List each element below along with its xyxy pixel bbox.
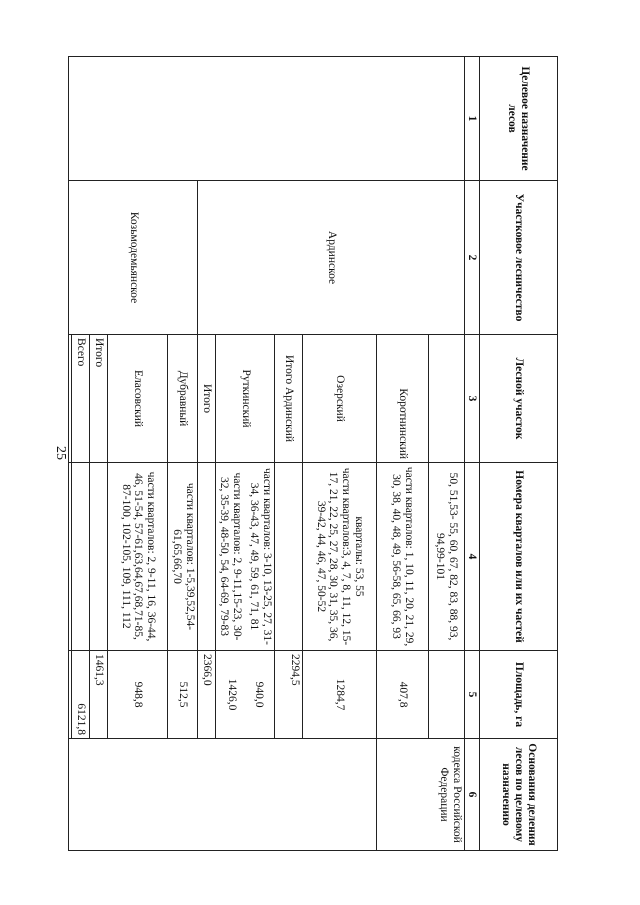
column-number-row	[465, 57, 480, 851]
section-cell-empty	[429, 335, 465, 463]
quarters-empty	[198, 463, 216, 651]
header-area: Площадь, га	[480, 651, 558, 739]
quarters-dubravny: части кварталов: 1-5,39,52,54-61,65,66,70	[168, 463, 198, 651]
col-number-1: 1	[465, 57, 480, 181]
table-rotation-wrapper	[75, 56, 558, 850]
header-purpose: Целевое назначение лесов	[480, 57, 558, 181]
area-ozersky: 1284,7	[303, 651, 377, 739]
area-cell-empty	[429, 651, 465, 739]
quarters-ardinsky	[216, 463, 275, 651]
quarters-empty	[90, 463, 108, 651]
page-number-text: 25	[53, 446, 68, 460]
purpose-cell	[69, 57, 465, 181]
section-itogo-2: Итого	[90, 335, 108, 463]
quarters-ozersky	[303, 463, 377, 651]
section-vsego: Всего	[72, 335, 90, 463]
table-row	[429, 57, 465, 851]
quarters-empty	[72, 463, 90, 651]
header-section: Лесной участок	[480, 335, 558, 463]
col-number-6: 6	[465, 739, 480, 851]
col-number-2: 2	[465, 181, 480, 335]
header-basis: Основания деления лесов по целевому назначению	[480, 739, 558, 851]
section-korotninsky: Коротнинский	[377, 335, 429, 463]
area-empty	[69, 651, 72, 739]
quarters-ozersky-line1: кварталы: 53, 55	[353, 516, 366, 597]
quarters-cell: 50, 51,53- 55, 60, 67, 82, 83, 88, 93, 94,99-101	[429, 463, 465, 651]
section-dubravny: Дубравный	[168, 335, 198, 463]
quarters-ozersky-line2: части кварталов:3, 4, 7, 8, 11, 12, 15-17, 21, 22, 25, 27, 28, 30, 31, 35, 36, 39-42, 44, 46, 47, 50-52	[314, 467, 353, 646]
header-row	[480, 57, 558, 851]
area-korotninsky: 407,8	[377, 651, 429, 739]
quarters-elasovsky: части кварталов: 2, 9-11, 16, 36-44, 46, 51-54, 57-61,63,64,67,68,71-85, 87-100, 102-105, 109, 111, 112	[108, 463, 168, 651]
area-ardinsky-rutkinsky	[216, 651, 275, 739]
header-forestry: Участковое лесничество	[480, 181, 558, 335]
area-ardinsky: 940,0	[253, 681, 266, 708]
area-rutkinsky: 1426,0	[226, 678, 239, 711]
col-number-5: 5	[465, 651, 480, 739]
area-itogo: 2366,0	[198, 651, 216, 739]
header-quarters: Номера кварталов или их частей	[480, 463, 558, 651]
col-number-3: 3	[465, 335, 480, 463]
area-dubravny: 512,5	[168, 651, 198, 739]
section-elasovsky: Еласовский	[108, 335, 168, 463]
section-empty	[69, 335, 72, 463]
quarters-rutkinsky-text: части кварталов: 2, 9-11,15-23, 30-32, 35-39, 48-50, 54, 64-69, 79-83	[218, 472, 244, 641]
area-elasovsky: 948,8	[108, 651, 168, 739]
area-itogo-ardinsky: 2294,5	[275, 651, 303, 739]
quarters-empty	[69, 463, 72, 651]
forest-purpose-table	[69, 56, 559, 851]
area-vsego: 6121,8	[72, 651, 90, 739]
area-itogo-2: 1461,3	[90, 651, 108, 739]
section-itogo-ardinsky: Итого Ардинский	[275, 335, 303, 463]
section-itogo: Итого	[198, 335, 216, 463]
forestry-kozmodemyansk-cell: Козьмодемьянское	[69, 181, 198, 335]
basis-cell-empty	[69, 739, 377, 851]
basis-cell: кодекса Российской Федерации	[377, 739, 465, 851]
quarters-ardinsky-text: части кварталов: 3-10, 13-25, 27, 31-34, 36-43, 47, 49, 59, 61, 71, 81	[248, 468, 273, 645]
quarters-korotninsky: части кварталов: 1, 10, 11, 20, 21, 29, 30, 38, 40, 48, 49, 56-58, 65, 66, 93	[377, 463, 429, 651]
col-number-4: 4	[465, 463, 480, 651]
forestry-ardinskoe-cell: Ардинское	[198, 181, 465, 335]
rotated-table-sheet	[75, 56, 558, 850]
section-rutkinsky: Руткинский	[216, 335, 275, 463]
quarters-empty	[275, 463, 303, 651]
section-ozersky: Озерский	[303, 335, 377, 463]
